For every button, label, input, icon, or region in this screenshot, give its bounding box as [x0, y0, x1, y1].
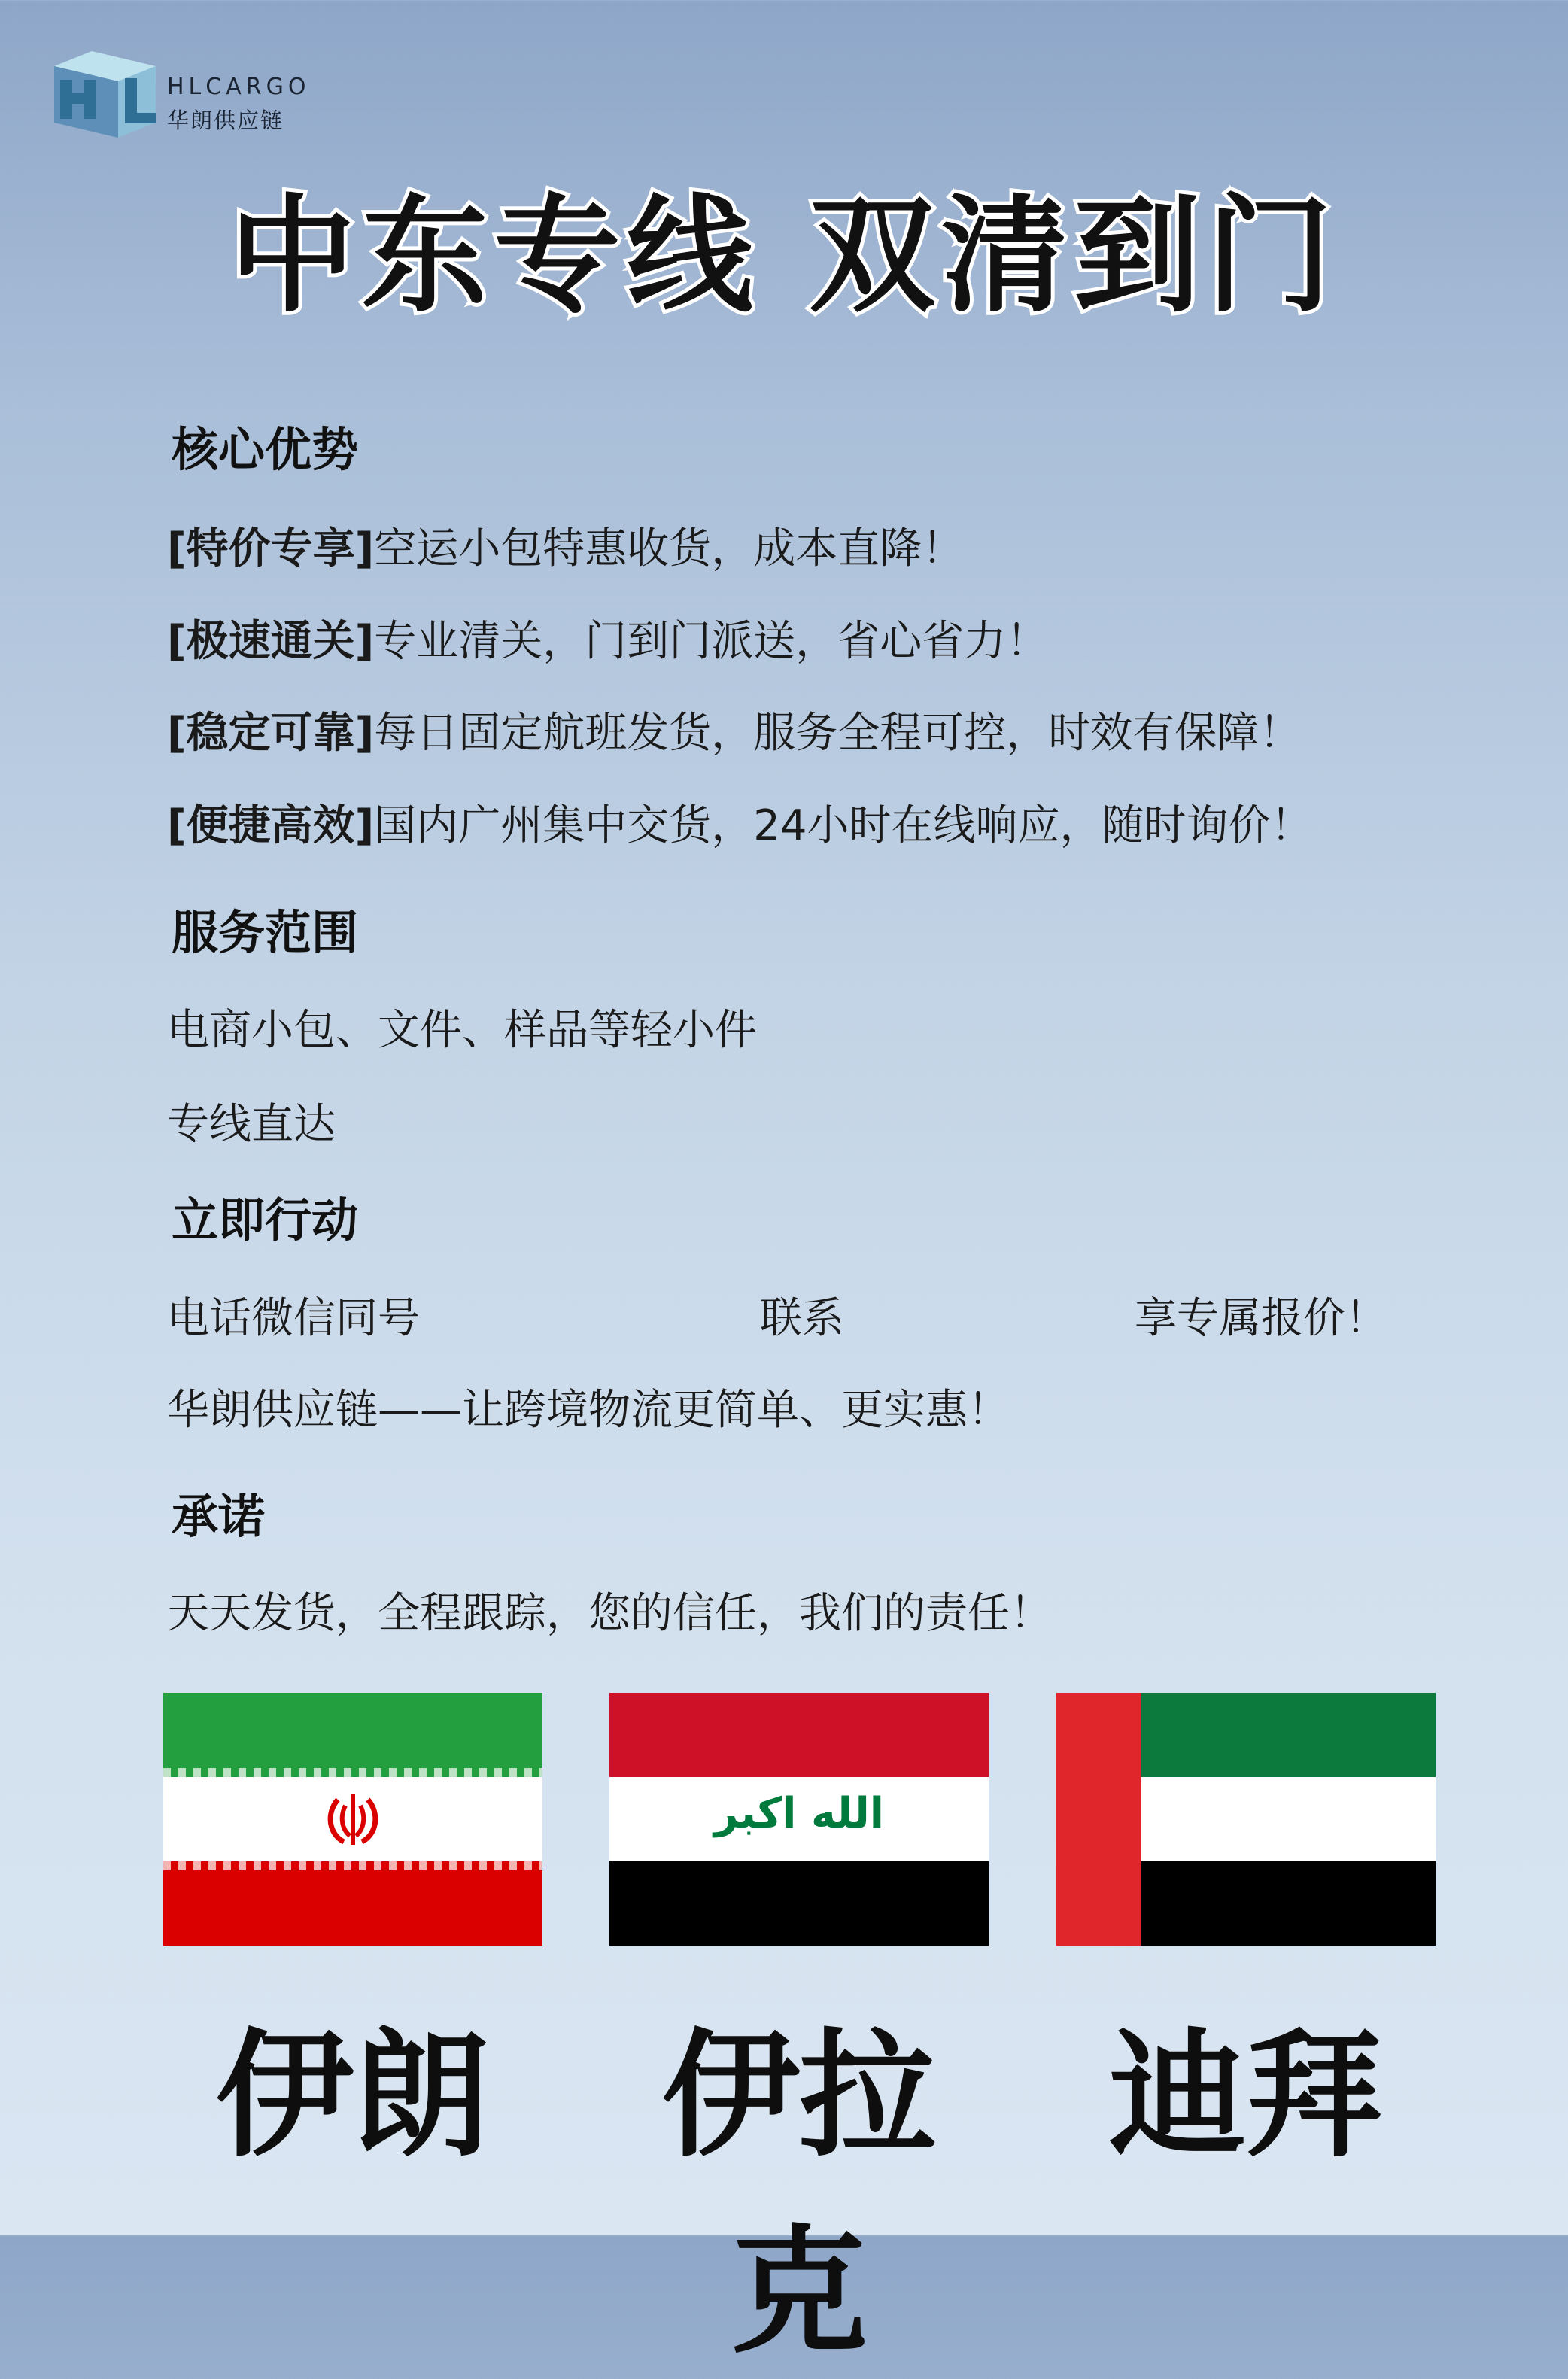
advantage-item: [167, 515, 964, 576]
advantage-text: 空运小包特惠收货，成本直降！: [374, 524, 965, 573]
scope-heading: 服务范围: [172, 905, 359, 960]
iraq-takbir-text: الله اكبر: [714, 1789, 884, 1838]
advantage-item: [167, 700, 1301, 760]
iran-flag: [163, 1693, 542, 1946]
iraq-flag: [609, 1693, 989, 1946]
scope-item: 电商小包、文件、样品等轻小件: [167, 1006, 757, 1055]
promise-text: 天天发货，全程跟踪，您的信任，我们的责任！: [167, 1589, 1052, 1638]
advantage-tag: [稳定可靠]: [167, 709, 375, 758]
scope-item: 专线直达: [167, 1100, 336, 1149]
advantage-tag: [极速通关]: [167, 617, 375, 666]
page-title: 中东专线 双清到门: [229, 182, 1339, 330]
brand-logo: [47, 44, 318, 149]
advantage-text: 国内广州集中交货，24小时在线响应，随时询价！: [374, 801, 1313, 850]
slogan: 华朗供应链——让跨境物流更简单、更实惠！: [167, 1386, 1010, 1435]
advantage-item: [167, 608, 1048, 668]
country-label-iraq: 伊拉克: [662, 2016, 936, 2371]
country-label-iran: 伊朗: [216, 2016, 490, 2175]
advantage-tag: [特价专享]: [167, 524, 375, 573]
advantage-text: 专业清关，门到门派送，省心省力！: [374, 617, 1049, 666]
contact-label: 联系: [760, 1294, 844, 1343]
uae-flag: [1056, 1693, 1436, 1946]
iran-emblem-icon: [323, 1789, 383, 1849]
contact-phone-wechat: 电话微信同号: [167, 1294, 420, 1343]
advantage-tag: [便捷高效]: [167, 801, 375, 850]
brand-name-en: HLCARGO: [167, 74, 311, 100]
advantage-item: [167, 792, 1312, 852]
cube-logo-icon: [47, 44, 167, 149]
brand-name-cn: 华朗供应链: [167, 108, 284, 133]
advantages-heading: 核心优势: [172, 422, 359, 477]
action-heading: 立即行动: [172, 1193, 359, 1247]
advantage-text: 每日固定航班发货，服务全程可控，时效有保障！: [374, 709, 1302, 758]
promise-heading: 承诺: [172, 1489, 266, 1544]
contact-quote: 享专属报价！: [1135, 1294, 1387, 1343]
country-label-uae: 迪拜: [1109, 2016, 1383, 2175]
